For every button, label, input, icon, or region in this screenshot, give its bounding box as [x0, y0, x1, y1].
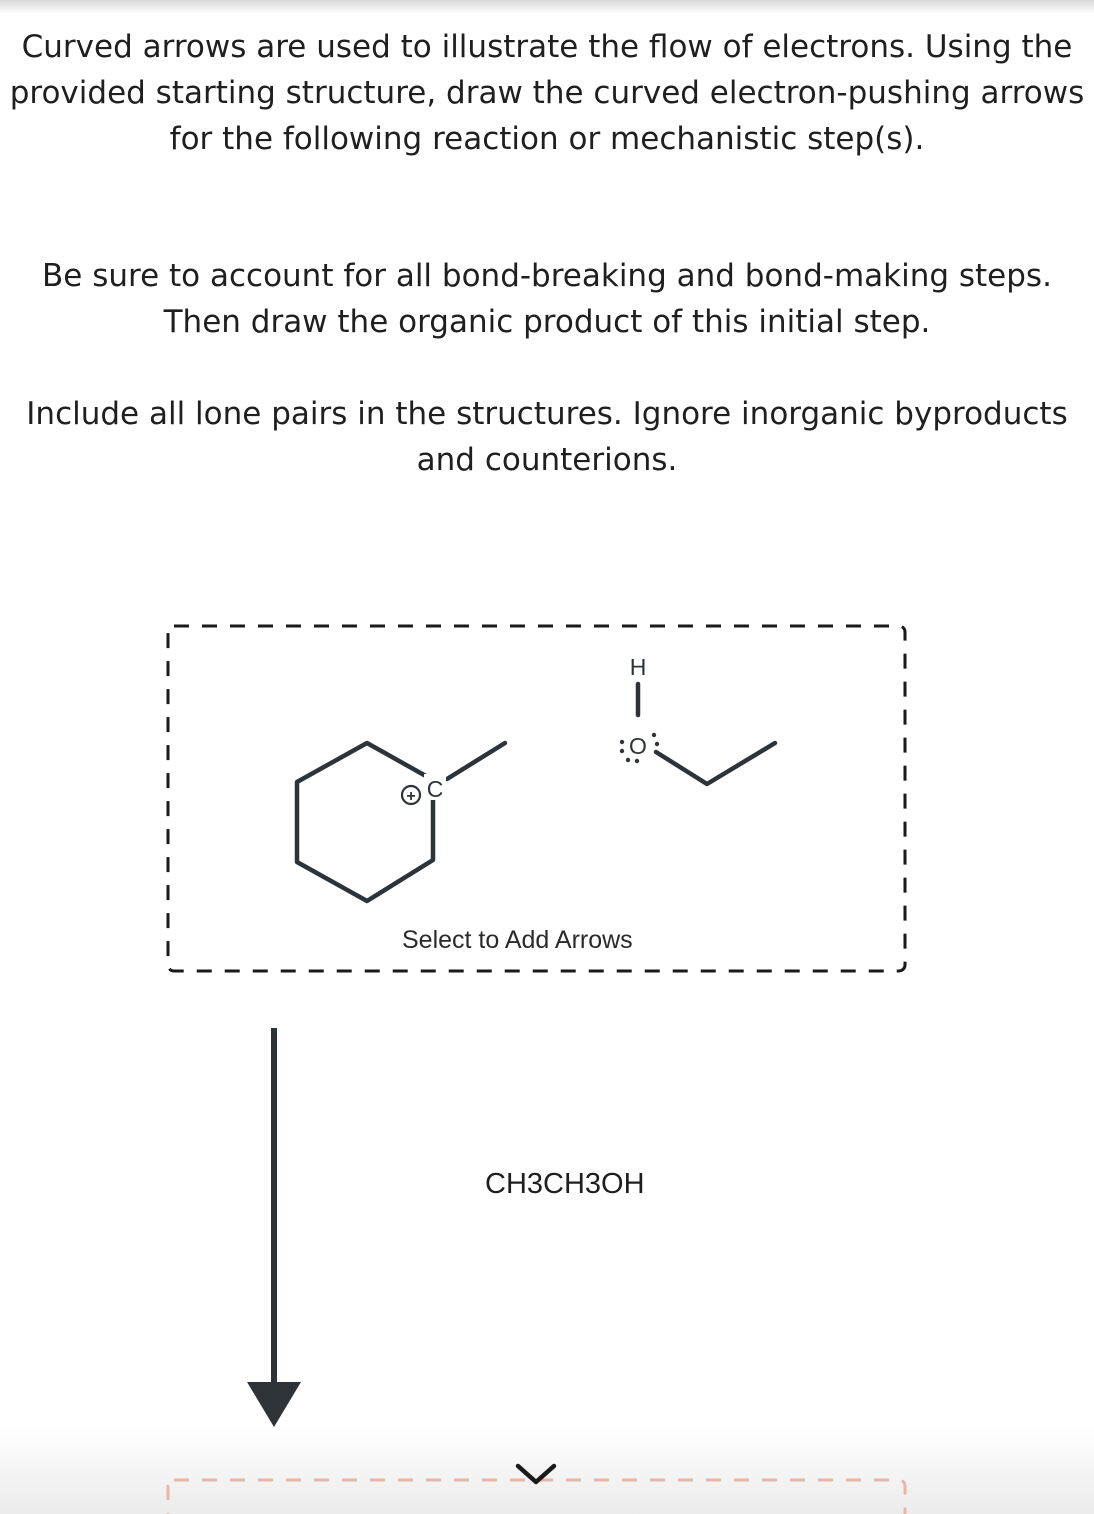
charge-symbol: + [406, 788, 416, 805]
hydroxyl-hydrogen-label[interactable]: H [629, 654, 647, 680]
ethyl-chain[interactable] [656, 743, 775, 784]
carbocation-label[interactable]: C [426, 776, 444, 802]
instruction-paragraph-3: Include all lone pairs in the structures. Ignore inorganic byproducts and counterions. [26, 396, 1068, 478]
cyclohexane-ring[interactable] [297, 743, 433, 901]
instruction-paragraph-2: Be sure to account for all bond-breaking and bond-making steps. Then draw the organic product of this initial step. [42, 258, 1052, 340]
chevron-down-icon[interactable] [514, 1458, 558, 1488]
oxygen-label[interactable]: O [629, 733, 647, 759]
add-arrows-button[interactable]: Select to Add Arrows [402, 926, 633, 954]
reagent-label: CH3CH3OH [485, 1168, 645, 1200]
instruction-paragraph-1: Curved arrows are used to illustrate the flow of electrons. Using the provided starting structure, draw the curved electron-pushing arrows for the following reaction or mechanistic step(s). [9, 29, 1085, 157]
down-arrow-icon [247, 1382, 301, 1427]
methyl-bond[interactable] [447, 743, 505, 779]
starting-structure-box[interactable] [168, 626, 905, 971]
